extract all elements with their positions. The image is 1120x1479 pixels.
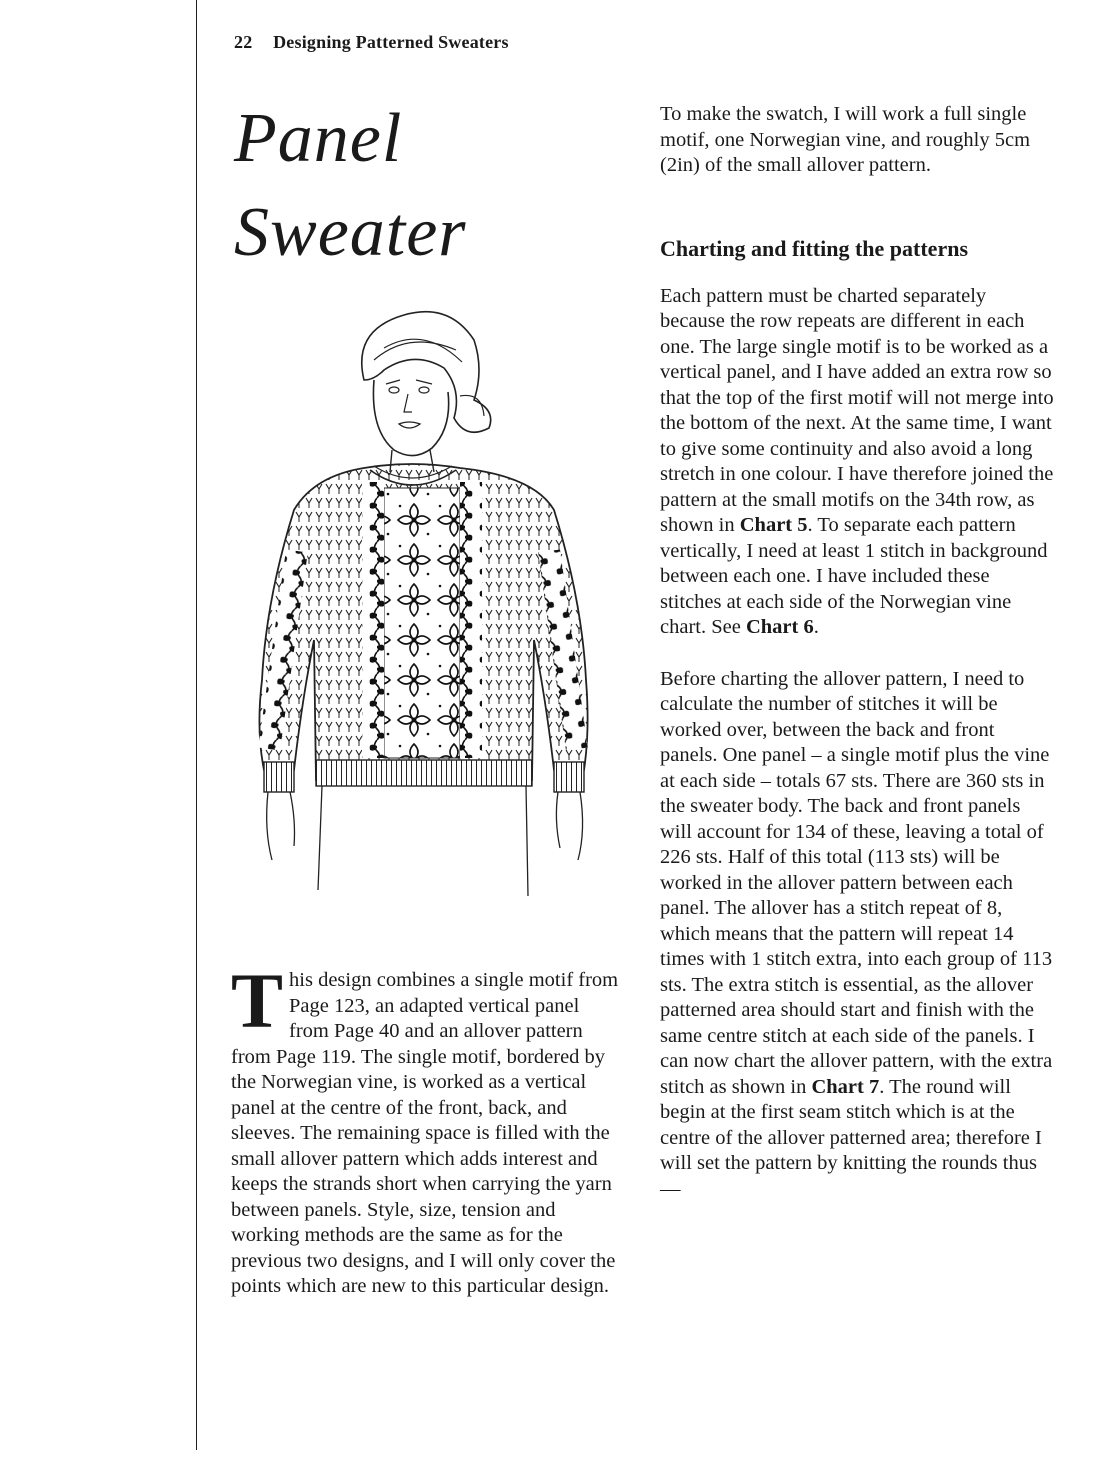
allover-text-2: . The round will begin at the first seam stitch which is at the centre of the allover patterned area; therefore I will set the pattern by knitting the rounds thus — [660,1075,1042,1200]
title-line-2: Sweater [234,194,467,271]
charting-text-2: . To separate each pattern vertically, I need at least 1 stitch in background between each one. I have included these stitches at each side of the Norwegian vine chart. See [660,514,1048,638]
running-head [234,32,509,53]
page-number: 22 [234,32,253,52]
chart-7-ref: Chart 7 [811,1075,880,1098]
chart-5-ref: Chart 5 [739,514,808,536]
charting-text-1: Each pattern must be charted separately because the row repeats are different in each one. The large single motif is to be worked as a vertical panel, and I have added an extra row so that the top of the first motif will not merge into the bottom of the next. At the same time, I want to give some continuity and also avoid a long stretch in one colour. I have therefore joined the pattern at the small motifs on the 34th row, as shown in [660,284,1054,536]
section-heading: Charting and fitting the patterns [660,235,969,261]
running-title: Designing Patterned Sweaters [273,32,509,52]
intro-column [231,957,621,1300]
allover-text-1: Before charting the allover pattern, I need to calculate the number of stitches it will be worked over, between the back and front panels. One panel – a single motif plus the vine at each side – totals 67 sts. There are 360 sts in the sweater body. The back and front panels will account for 134 of these, leaving a total of 226 sts. Half of this total (113 sts) will be worked in the allover pattern between each panel. The allover has a stitch repeat of 8, which means that the pattern will repeat 14 times with 1 stitch extra, into each group of 113 sts. The extra stitch is essential, as the allover patterned area should start and finish with the same centre stitch at each side of the panels. I can now chart the allover pattern, with the extra stitch as shown in [660,667,1053,1098]
page-title [234,92,467,280]
swatch-paragraph: To make the swatch, I will work a full single motif, one Norwegian vine, and roughly 5cm (2in) of the small allover pattern. [660,103,1031,176]
charting-text-3: . [813,616,819,638]
right-column [660,102,1055,1228]
intro-paragraph [231,957,621,1300]
page-margin-rule [196,0,197,1450]
sweater-illustration [234,300,614,900]
drop-cap: T [231,957,284,1044]
intro-text: his design combines a single motif from Page 123, an adapted vertical panel from Page 40 and an allover pattern from Page 119. The single motif, bordered by the Norwegian vine, is worked as a vertical panel at the centre of the front, back, and sleeves. The remaining space is filled with the small allover pattern which adds interest and keeps the strands short when carrying the yarn between panels. Style, size, tension and working methods are the same as for the previous two designs, and I will only cover the points which are new to this particular design. [231,969,619,1297]
chart-6-ref: Chart 6 [745,616,814,638]
allover-paragraph [660,667,1055,1203]
title-line-1: Panel [234,100,403,177]
charting-paragraph [660,284,1055,641]
